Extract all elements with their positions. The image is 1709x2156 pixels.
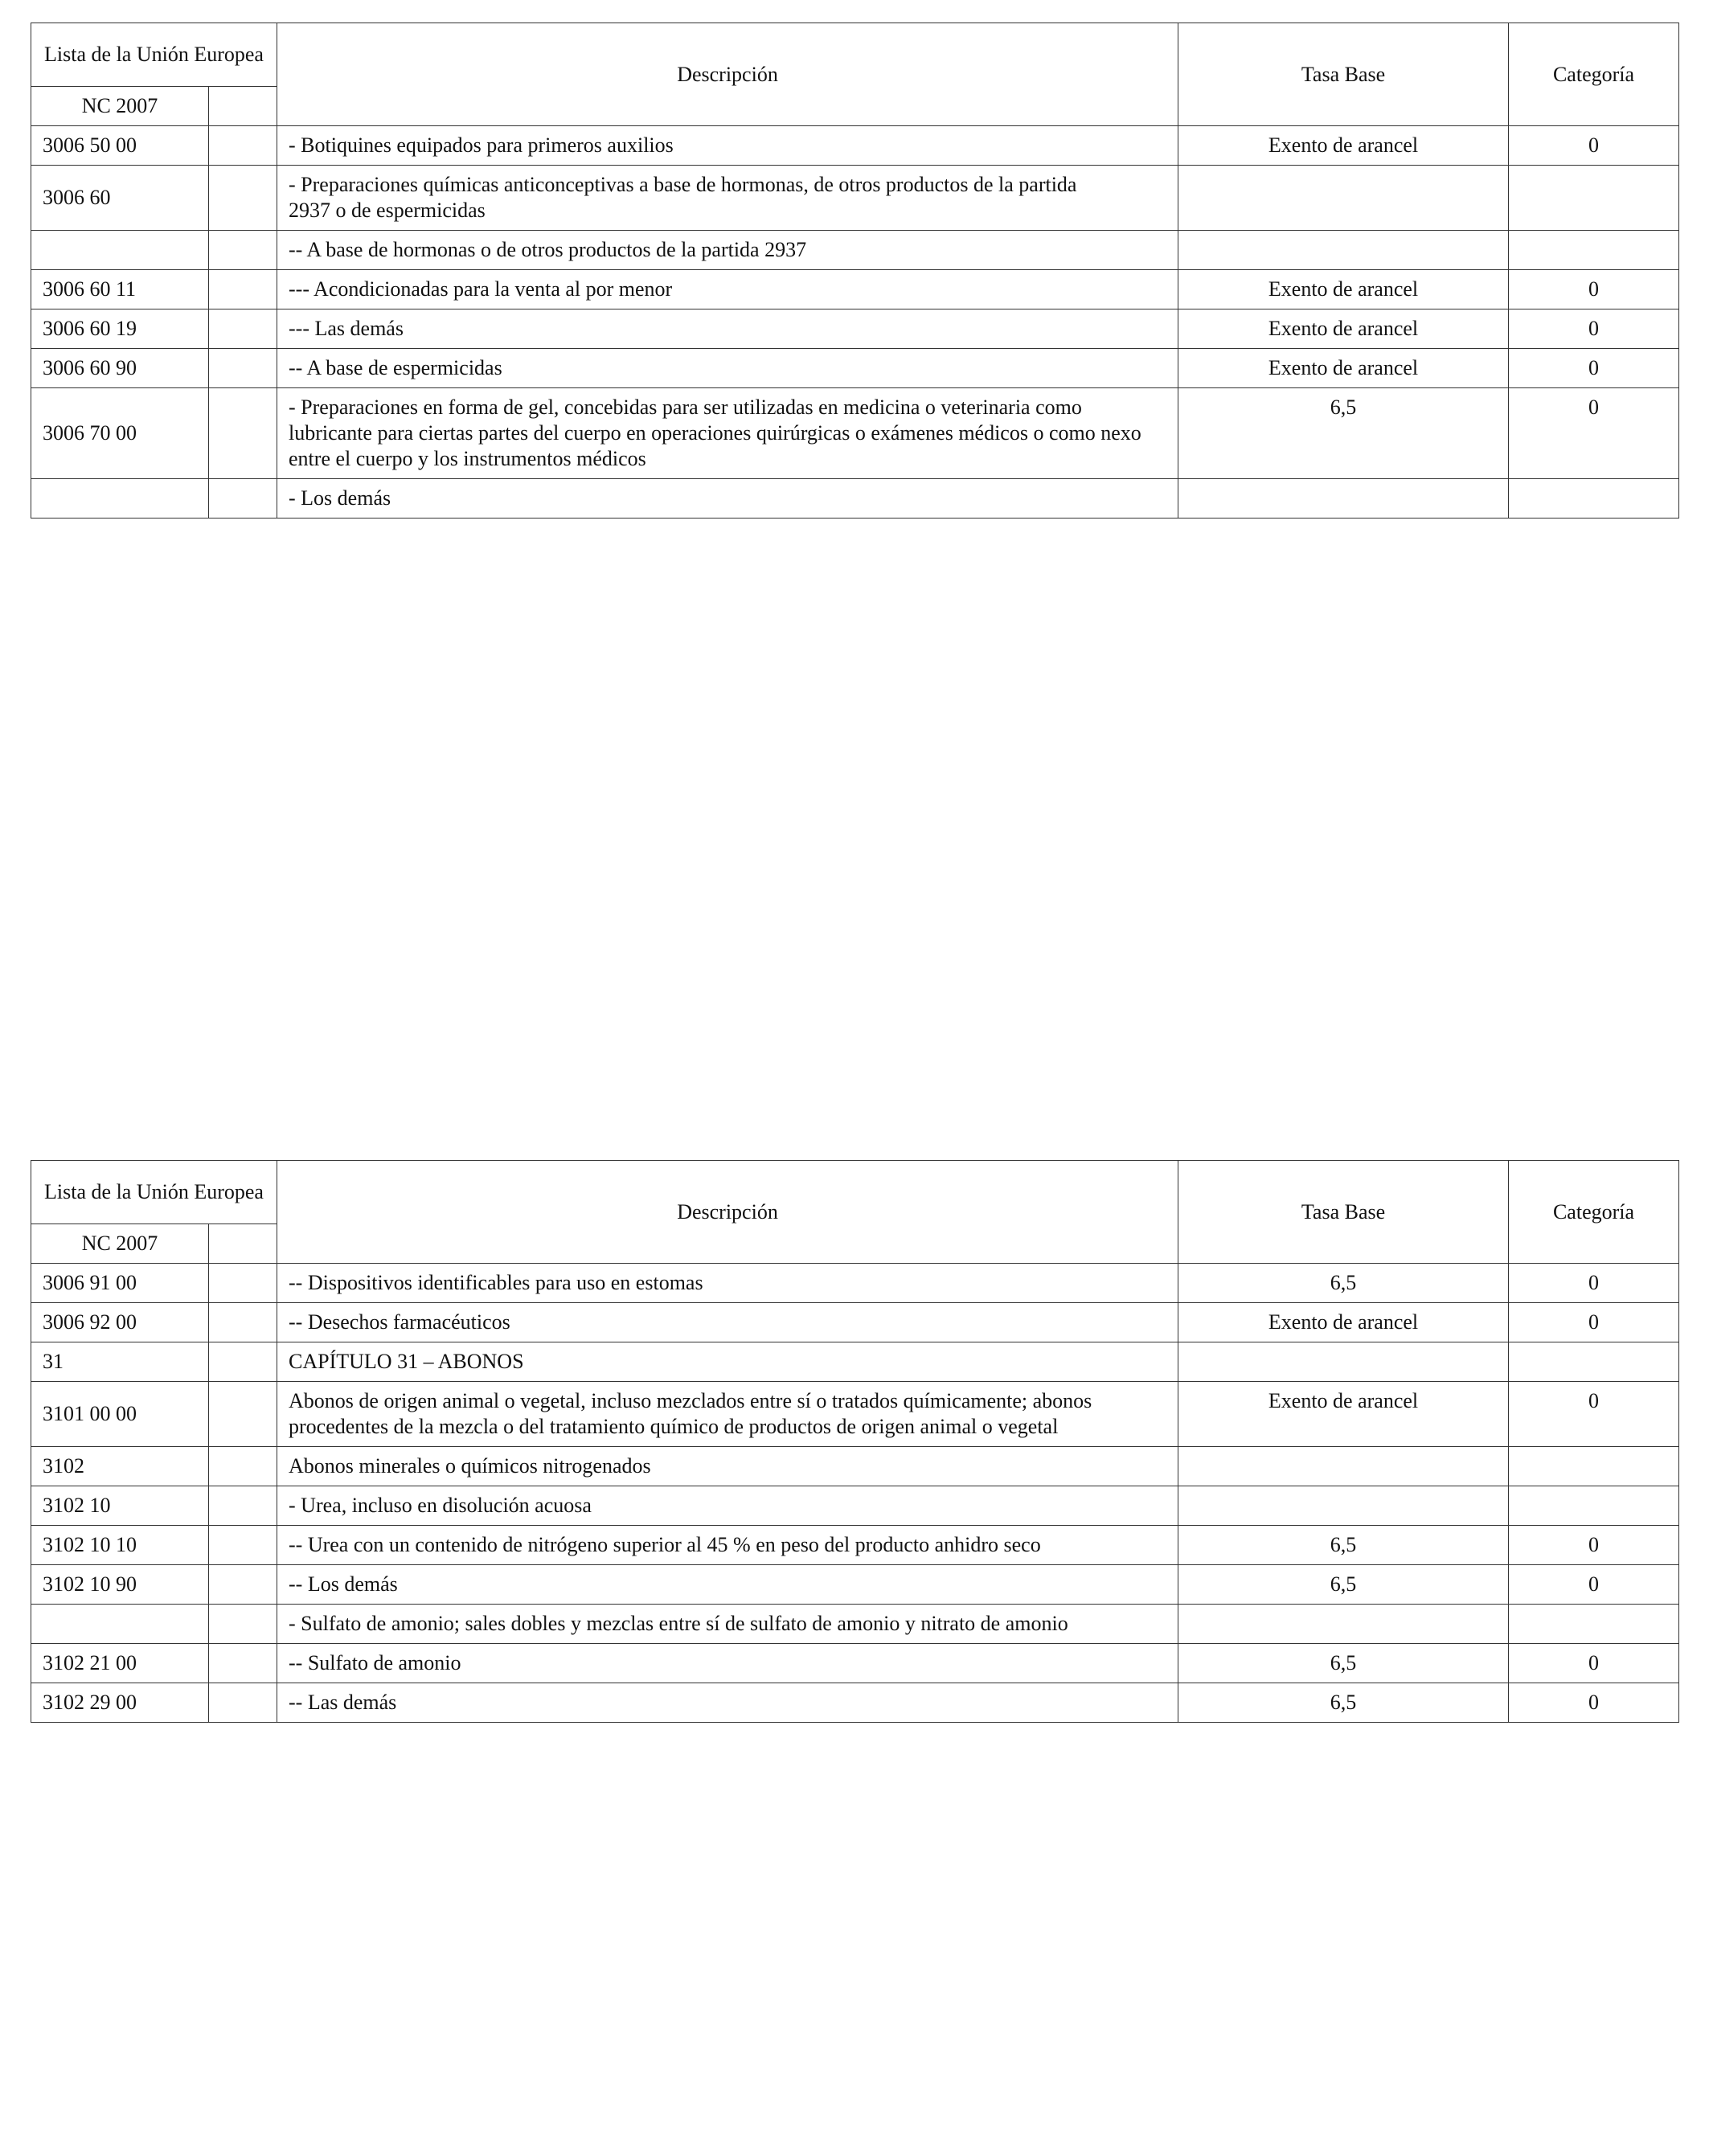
- category-cell: [1509, 1605, 1679, 1644]
- blank-cell: [209, 1264, 277, 1303]
- description-cell: -- A base de espermicidas: [277, 349, 1178, 388]
- table-row: [31, 309, 1679, 349]
- category-cell: 0: [1509, 1526, 1679, 1565]
- category-cell: [1509, 1342, 1679, 1382]
- table-row: [31, 1303, 1679, 1342]
- category-cell: 0: [1509, 349, 1679, 388]
- blank-cell: [209, 166, 277, 231]
- blank-cell: [209, 349, 277, 388]
- category-cell: [1509, 1447, 1679, 1486]
- table-row: [31, 349, 1679, 388]
- base-rate-cell: Exento de arancel: [1178, 1303, 1509, 1342]
- blank-cell: [209, 479, 277, 519]
- description-cell: -- Los demás: [277, 1565, 1178, 1605]
- table-row: [31, 1605, 1679, 1644]
- blank-cell: [209, 1303, 277, 1342]
- blank-cell: [209, 126, 277, 166]
- category-cell: [1509, 231, 1679, 270]
- description-cell: -- Sulfato de amonio: [277, 1644, 1178, 1683]
- blank-cell: [209, 1382, 277, 1447]
- category-cell: 0: [1509, 1683, 1679, 1723]
- description-cell: --- Acondicionadas para la venta al por menor: [277, 270, 1178, 309]
- base-rate-cell: [1178, 1486, 1509, 1526]
- description-cell: - Botiquines equipados para primeros auxilios: [277, 126, 1178, 166]
- base-rate-cell: 6,5: [1178, 388, 1509, 479]
- code-cell: 3102: [31, 1447, 209, 1486]
- base-rate-cell: Exento de arancel: [1178, 126, 1509, 166]
- base-rate-cell: Exento de arancel: [1178, 270, 1509, 309]
- base-rate-cell: 6,5: [1178, 1644, 1509, 1683]
- code-cell: 3102 21 00: [31, 1644, 209, 1683]
- description-cell: -- Dispositivos identificables para uso en estomas: [277, 1264, 1178, 1303]
- table-row: [31, 1486, 1679, 1526]
- category-cell: [1509, 166, 1679, 231]
- blank-cell: [209, 1447, 277, 1486]
- base-rate-cell: [1178, 479, 1509, 519]
- description-cell: [277, 166, 1178, 231]
- code-cell: [31, 231, 209, 270]
- header-category: Categoría: [1509, 1161, 1679, 1264]
- code-cell: 3006 60 11: [31, 270, 209, 309]
- table-row: [31, 479, 1679, 519]
- table-row: [31, 1342, 1679, 1382]
- category-cell: 0: [1509, 309, 1679, 349]
- header-nc: NC 2007: [31, 87, 209, 126]
- code-cell: 3006 92 00: [31, 1303, 209, 1342]
- code-cell: 3102 10 90: [31, 1565, 209, 1605]
- table-row: [31, 1447, 1679, 1486]
- base-rate-cell: [1178, 1447, 1509, 1486]
- blank-cell: [209, 1486, 277, 1526]
- table-row: [31, 388, 1679, 479]
- category-cell: 0: [1509, 1644, 1679, 1683]
- blank-cell: [209, 1683, 277, 1723]
- description-cell: Abonos minerales o químicos nitrogenados: [277, 1447, 1178, 1486]
- code-cell: 3006 70 00: [31, 388, 209, 479]
- header-blank-cell: [209, 87, 277, 126]
- header-category: Categoría: [1509, 23, 1679, 126]
- header-eu-list: Lista de la Unión Europea: [31, 23, 277, 87]
- header-base-rate: Tasa Base: [1178, 1161, 1509, 1264]
- header-blank-cell: [209, 1224, 277, 1264]
- category-cell: 0: [1509, 1382, 1679, 1447]
- header-description: Descripción: [277, 23, 1178, 126]
- tariff-table: [31, 23, 1679, 519]
- base-rate-cell: Exento de arancel: [1178, 309, 1509, 349]
- header-nc: NC 2007: [31, 1224, 209, 1264]
- description-cell: --- Las demás: [277, 309, 1178, 349]
- base-rate-cell: 6,5: [1178, 1526, 1509, 1565]
- blank-cell: [209, 1605, 277, 1644]
- description-cell: CAPÍTULO 31 – ABONOS: [277, 1342, 1178, 1382]
- table-row: [31, 1644, 1679, 1683]
- category-cell: 0: [1509, 1264, 1679, 1303]
- base-rate-cell: [1178, 1342, 1509, 1382]
- code-cell: [31, 1605, 209, 1644]
- blank-cell: [209, 309, 277, 349]
- code-cell: 3101 00 00: [31, 1382, 209, 1447]
- code-cell: 3006 91 00: [31, 1264, 209, 1303]
- base-rate-cell: [1178, 166, 1509, 231]
- code-cell: 3102 29 00: [31, 1683, 209, 1723]
- code-cell: 3006 50 00: [31, 126, 209, 166]
- header-description: Descripción: [277, 1161, 1178, 1264]
- description-text: - Preparaciones químicas anticonceptivas a base de hormonas, de otros productos de la partida 2937 o de espermicidas: [289, 173, 1077, 222]
- description-cell: -- Desechos farmacéuticos: [277, 1303, 1178, 1342]
- header-base-rate: Tasa Base: [1178, 23, 1509, 126]
- blank-cell: [209, 1342, 277, 1382]
- blank-cell: [209, 1644, 277, 1683]
- table-row: [31, 1526, 1679, 1565]
- description-cell: - Urea, incluso en disolución acuosa: [277, 1486, 1178, 1526]
- base-rate-cell: [1178, 231, 1509, 270]
- description-cell: - Preparaciones en forma de gel, concebidas para ser utilizadas en medicina o veterinaria como lubricante para ciertas partes del cuerpo en operaciones quirúrgicas o exámenes médicos o como nexo entre el cuerpo y los instrumentos médicos: [277, 388, 1178, 479]
- base-rate-cell: Exento de arancel: [1178, 349, 1509, 388]
- blank-cell: [209, 231, 277, 270]
- category-cell: 0: [1509, 270, 1679, 309]
- category-cell: 0: [1509, 388, 1679, 479]
- code-cell: 3006 60 90: [31, 349, 209, 388]
- base-rate-cell: 6,5: [1178, 1565, 1509, 1605]
- code-cell: [31, 479, 209, 519]
- code-cell: 3102 10: [31, 1486, 209, 1526]
- base-rate-cell: Exento de arancel: [1178, 1382, 1509, 1447]
- table-row: [31, 166, 1679, 231]
- header-row: [31, 23, 1679, 87]
- category-cell: 0: [1509, 126, 1679, 166]
- table-row: [31, 1683, 1679, 1723]
- description-cell: -- A base de hormonas o de otros productos de la partida 2937: [277, 231, 1178, 270]
- blank-cell: [209, 388, 277, 479]
- table-row: [31, 231, 1679, 270]
- base-rate-cell: 6,5: [1178, 1683, 1509, 1723]
- code-cell: 3006 60 19: [31, 309, 209, 349]
- table-row: [31, 1565, 1679, 1605]
- description-cell: - Los demás: [277, 479, 1178, 519]
- description-cell: -- Urea con un contenido de nitrógeno superior al 45 % en peso del producto anhidro seco: [277, 1526, 1178, 1565]
- blank-cell: [209, 1526, 277, 1565]
- code-cell: 3102 10 10: [31, 1526, 209, 1565]
- category-cell: [1509, 479, 1679, 519]
- blank-cell: [209, 270, 277, 309]
- tariff-table: [31, 1160, 1679, 1723]
- description-cell: - Sulfato de amonio; sales dobles y mezclas entre sí de sulfato de amonio y nitrato de amonio: [277, 1605, 1178, 1644]
- header-row: [31, 1161, 1679, 1224]
- base-rate-cell: [1178, 1605, 1509, 1644]
- base-rate-cell: 6,5: [1178, 1264, 1509, 1303]
- category-cell: 0: [1509, 1565, 1679, 1605]
- table-row: [31, 1382, 1679, 1447]
- table-row: [31, 270, 1679, 309]
- header-eu-list: Lista de la Unión Europea: [31, 1161, 277, 1224]
- category-cell: [1509, 1486, 1679, 1526]
- code-cell: 3006 60: [31, 166, 209, 231]
- blank-cell: [209, 1565, 277, 1605]
- code-cell: 31: [31, 1342, 209, 1382]
- description-cell: Abonos de origen animal o vegetal, incluso mezclados entre sí o tratados químicamente; abonos procedentes de la mezcla o del tratamiento químico de productos de origen animal o vegetal: [277, 1382, 1178, 1447]
- table-row: [31, 1264, 1679, 1303]
- description-cell: -- Las demás: [277, 1683, 1178, 1723]
- table-row: [31, 126, 1679, 166]
- category-cell: 0: [1509, 1303, 1679, 1342]
